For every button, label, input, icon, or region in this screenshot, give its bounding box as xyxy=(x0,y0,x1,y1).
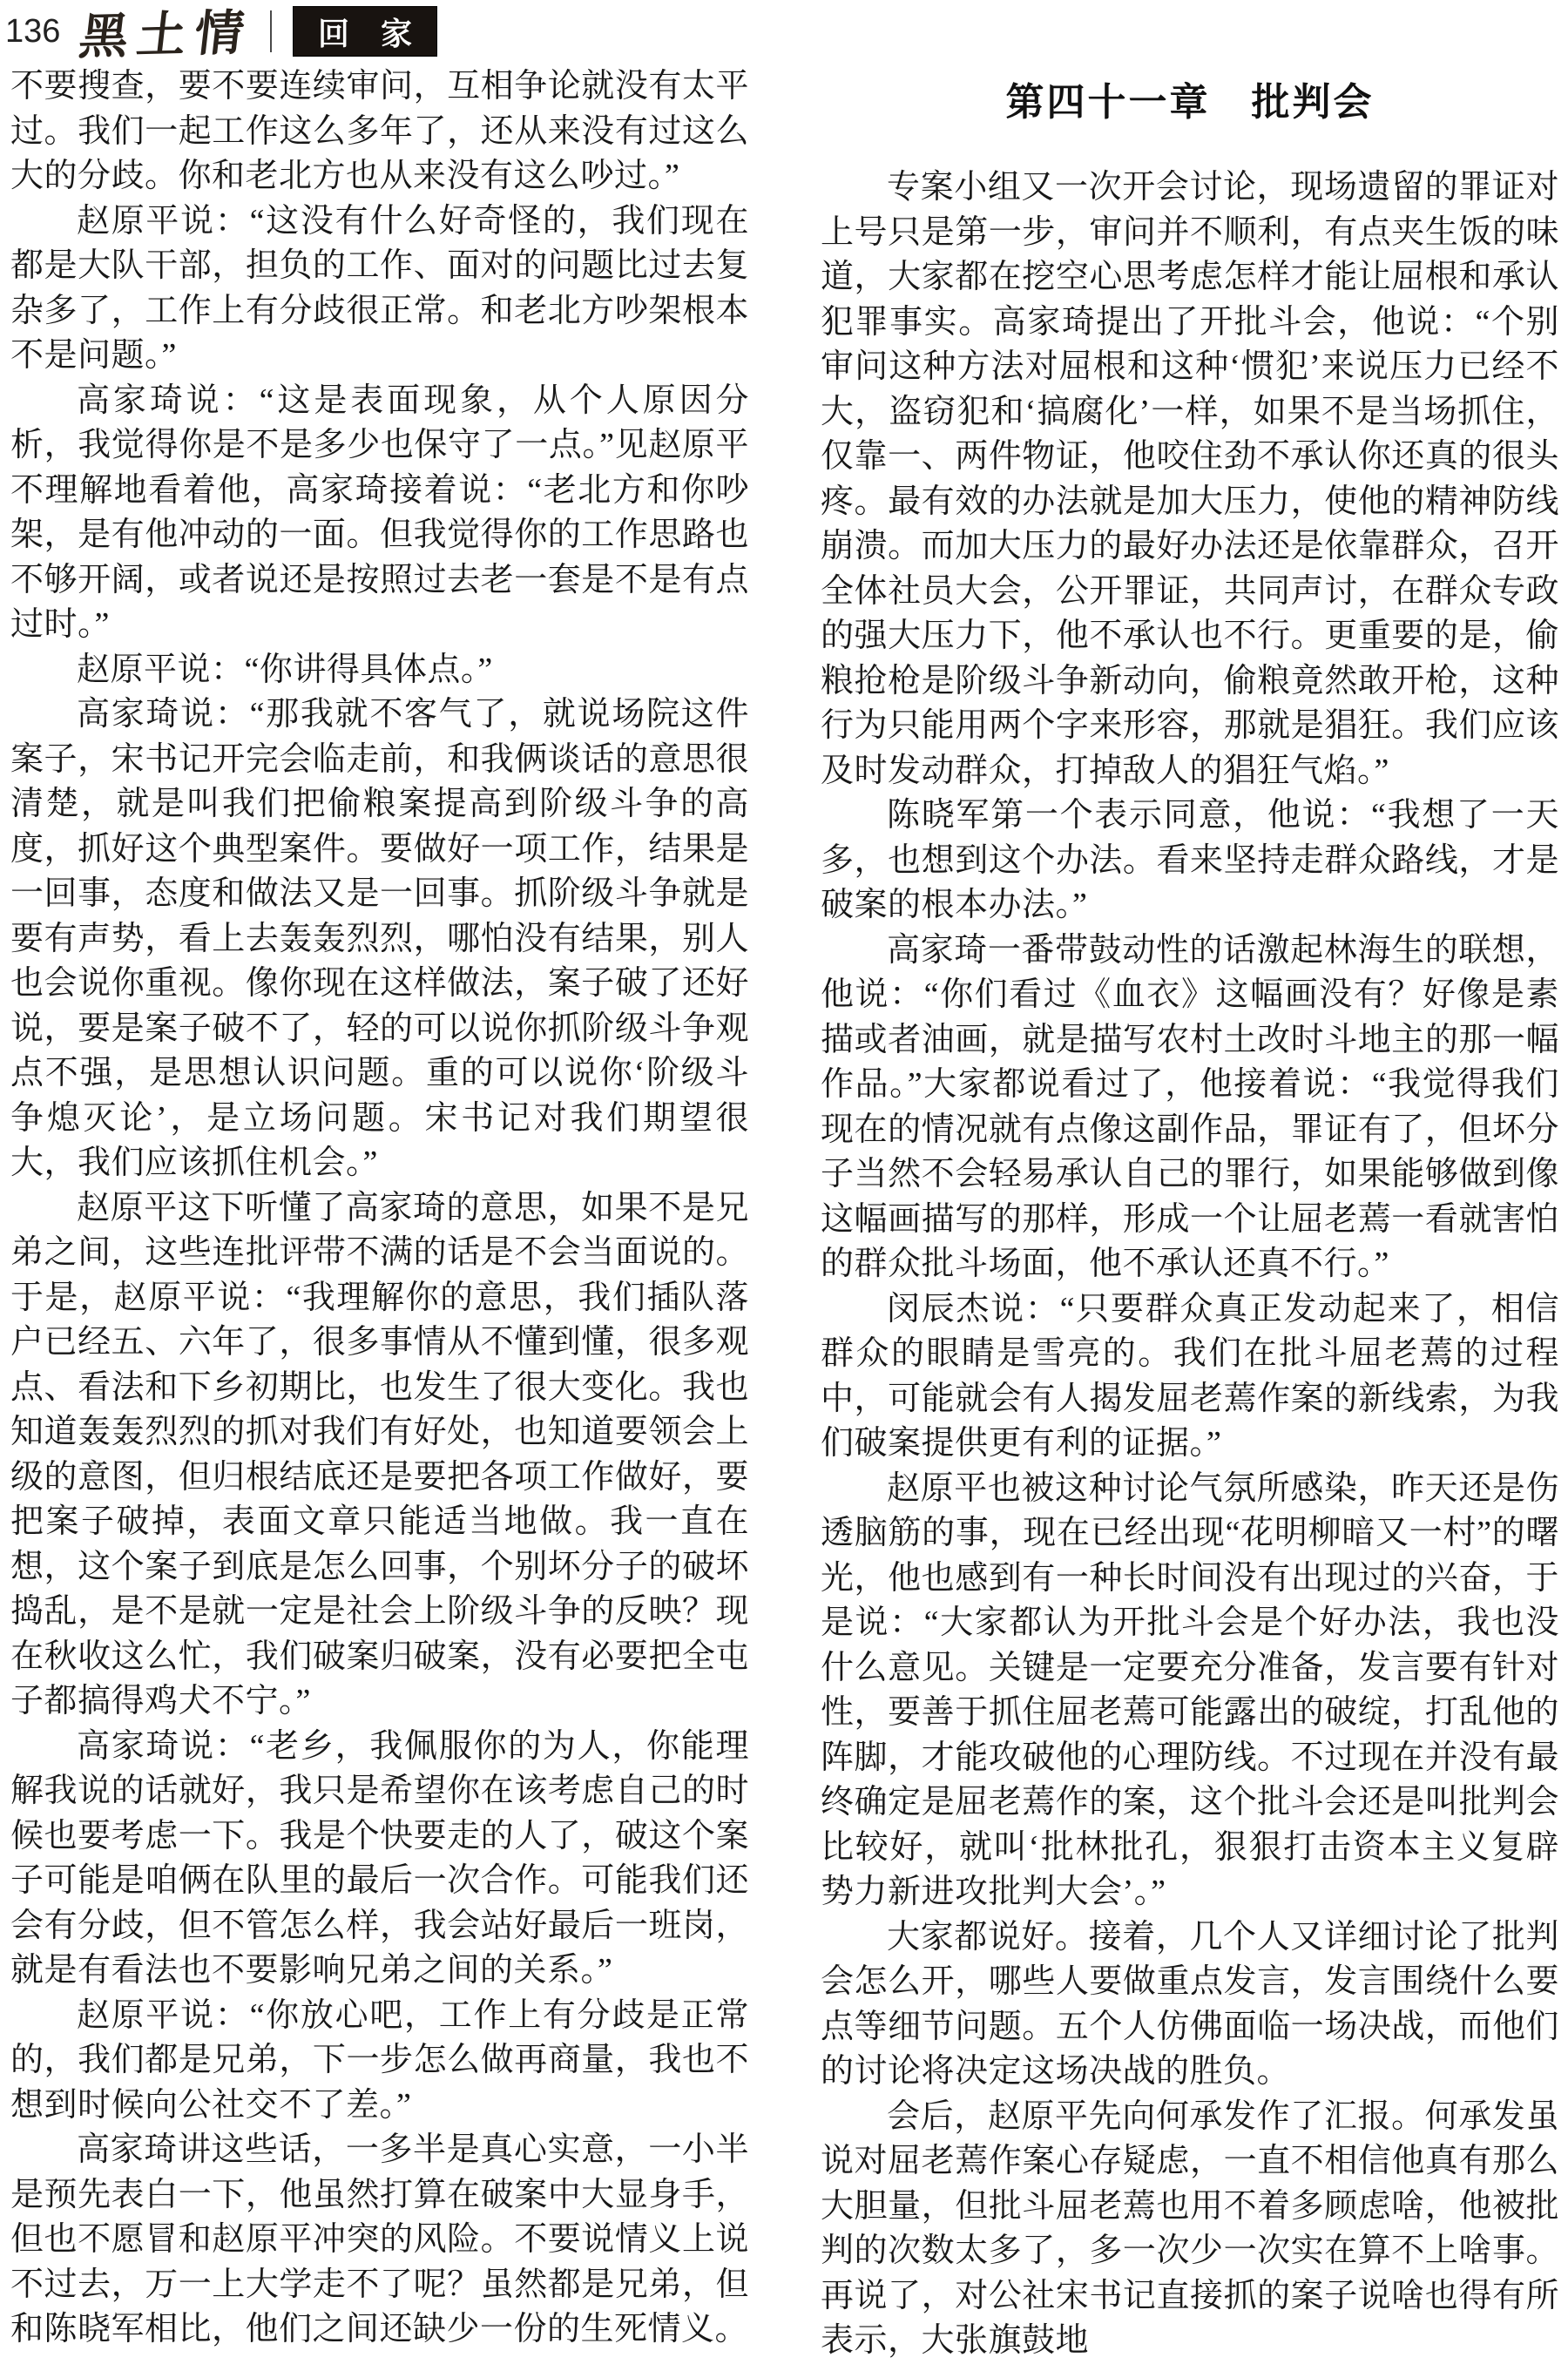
paragraph: 赵原平说：“你讲得具体点。” xyxy=(77,651,493,688)
paragraph: 高家琦一番带鼓动性的话激起林海生的联想，他说：“你们看过《血衣》这幅画没有？好像是素描或者油画，就是描写农村土改时斗地主的那一幅作品。”大家都说看过了，他接着说：“我觉得我们现在的情况就有点像这副作品，罪证有了，但坏分子当然不会轻易承认自己的罪行，如果能够做到像这幅画描写的那样，形成一个让屈老蔫一看就害怕的群众批斗场面，他不承认还真不行。” xyxy=(821,931,1559,1282)
paragraph: 会后，赵原平先向何承发作了汇报。何承发虽说对屈老蔫作案心存疑虑，一直不相信他真有那么大胆量，但批斗屈老蔫也用不着多顾虑啥，他被批判的次数太多了，多一次少一次实在算不上啥事。再说了，对公社宋书记直接抓的案子说啥也得有所表示，大张旗鼓地 xyxy=(821,2097,1559,2359)
paragraph: 陈晓军第一个表示同意，他说：“我想了一天多，也想到这个办法。看来坚持走群众路线，才是破案的根本办法。” xyxy=(821,797,1559,923)
paragraph: 不要搜查，要不要连续审问，互相争论就没有太平过。我们一起工作这么多年了，还从来没有过这么大的分歧。你和老北方也从来没有这么吵过。” xyxy=(10,68,749,194)
paragraph: 高家琦说：“这是表面现象，从个人原因分析，我觉得你是不是多少也保守了一点。”见赵原平不理解地看着他，高家琦接着说：“老北方和你吵架，是有他冲动的一面。但我觉得你的工作思路也不够开阔，或者说还是按照过去老一套是不是有点过时。” xyxy=(10,382,749,643)
paragraph: 高家琦说：“老乡，我佩服你的为人，你能理解我说的话就好，我只是希望你在该考虑自己的时候也要考虑一下。我是个快要走的人了，破这个案子可能是咱俩在队里的最后一次合作。可能我们还会有分歧，但不管怎么样，我会站好最后一班岗，就是有看法也不要影响兄弟之间的关系。” xyxy=(10,1727,749,1989)
left-text-column xyxy=(10,64,749,2353)
page-header xyxy=(5,5,437,65)
paragraph: 赵原平这下听懂了高家琦的意思，如果不是兄弟之间，这些连批评带不满的话是不会当面说的。于是，赵原平说：“我理解你的意思，我们插队落户已经五、六年了，很多事情从不懂到懂，很多观点、看法和下乡初期比，也发生了很大变化。我也知道轰轰烈烈的抓对我们有好处，也知道要领会上级的意图，但归根结底还是要把各项工作做好，要把案子破掉，表面文章只能适当地做。我一直在想，这个案子到底是怎么回事，个别坏分子的破坏捣乱，是不是就一定是社会上阶级斗争的反映？现在秋收这么忙，我们破案归破案，没有必要把全屯子都搞得鸡犬不宁。” xyxy=(10,1189,749,1719)
paragraph: 闵辰杰说：“只要群众真正发动起来了，相信群众的眼睛是雪亮的。我们在批斗屈老蔫的过程中，可能就会有人揭发屈老蔫作案的新线索，为我们破案提供更有利的证据。” xyxy=(821,1290,1559,1462)
section-badge: 回 家 xyxy=(293,6,437,57)
paragraph: 专案小组又一次开会讨论，现场遗留的罪证对上号只是第一步，审问并不顺利，有点夹生饭的味道，大家都在挖空心思考虑怎样才能让屈根和承认犯罪事实。高家琦提出了开批斗会，他说：“个别审问这种方法对屈根和这种‘惯犯’来说压力已经不大，盗窃犯和‘搞腐化’一样，如果不是当场抓住，仅靠一、两件物证，他咬住劲不承认你还真的很头疼。最有效的办法就是加大压力，使他的精神防线崩溃。而加大压力的最好办法还是依靠群众，召开全体社员大会，公开罪证，共同声讨，在群众专政的强大压力下，他不承认也不行。更重要的是，偷粮抢枪是阶级斗争新动向，偷粮竟然敢开枪，这种行为只能用两个字来形容，那就是猖狂。我们应该及时发动群众，打掉敌人的猖狂气焰。” xyxy=(821,169,1559,789)
paragraph: 高家琦说：“那我就不客气了，就说场院这件案子，宋书记开完会临走前，和我俩谈话的意思很清楚，就是叫我们把偷粮案提高到阶级斗争的高度，抓好这个典型案件。要做好一项工作，结果是一回事，态度和做法又是一回事。抓阶级斗争就是要有声势，看上去轰轰烈烈，哪怕没有结果，别人也会说你重视。像你现在这样做法，案子破了还好说，要是案子破不了，轻的可以说你抓阶级斗争观点不强，是思想认识问题。重的可以说你‘阶级斗争熄灭论’，是立场问题。宋书记对我们期望很大，我们应该抓住机会。” xyxy=(10,696,749,1181)
paragraph: 赵原平说：“你放心吧，工作上有分歧是正常的，我们都是兄弟，下一步怎么做再商量，我也不想到时候向公社交不了差。” xyxy=(10,1996,749,2124)
chapter-title: 第四十一章 批判会 xyxy=(1005,81,1375,124)
page-number: 136 xyxy=(5,12,61,50)
magazine-logo: 黑土情 xyxy=(76,6,256,65)
header-divider xyxy=(270,10,272,52)
paragraph: 高家琦讲这些话，一多半是真心实意，一小半是预先表白一下，他虽然打算在破案中大显身手，但也不愿冒和赵原平冲突的风险。不要说情义上说不过去，万一上大学走不了呢？虽然都是兄弟，但和陈晓军相比，他们之间还缺少一份的生死情义。 xyxy=(10,2131,749,2347)
right-text-column xyxy=(821,64,1559,2364)
paragraph: 赵原平也被这种讨论气氛所感染，昨天还是伤透脑筋的事，现在已经出现“花明柳暗又一村”的曙光，他也感到有一种长时间没有出现过的兴奋，于是说：“大家都认为开批斗会是个好办法，我也没什么意见。关键是一定要充分准备，发言要有针对性，要善于抓住屈老蔫可能露出的破绽，打乱他的阵脚，才能攻破他的心理防线。不过现在并没有最终确定是屈老蔫作的案，这个批斗会还是叫批判会比较好，就叫‘批林批孔，狠狠打击资本主义复辟势力新进攻批判大会’。” xyxy=(821,1469,1559,1910)
paragraph: 赵原平说：“这没有什么好奇怪的，我们现在都是大队干部，担负的工作、面对的问题比过去复杂多了，工作上有分歧很正常。和老北方吵架根本不是问题。” xyxy=(10,202,749,374)
right-column-paragraphs xyxy=(821,165,1559,2364)
paragraph: 大家都说好。接着，几个人又详细讨论了批判会怎么开，哪些人要做重点发言，发言围绕什么要点等细节问题。五个人仿佛面临一场决战，而他们的讨论将决定这场决战的胜负。 xyxy=(821,1918,1559,2090)
